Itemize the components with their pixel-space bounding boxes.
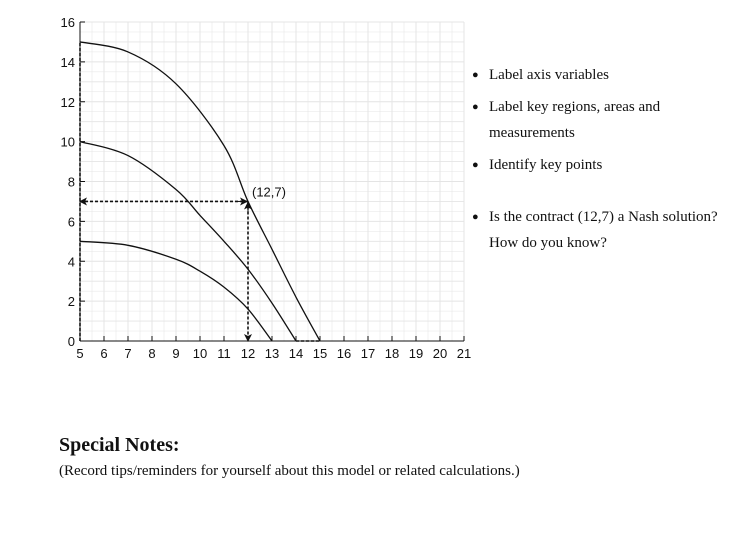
point-label-12-7: (12,7) xyxy=(252,184,286,200)
x-tick-label: 6 xyxy=(100,346,108,361)
y-tick-label: 2 xyxy=(67,294,75,310)
x-tick-label: 21 xyxy=(456,346,472,361)
x-tick-label: 11 xyxy=(217,346,231,361)
x-tick-label: 10 xyxy=(192,346,208,361)
y-tick-label: 8 xyxy=(67,174,75,190)
y-tick-label: 4 xyxy=(67,254,75,270)
bullet-key-regions: ● Label key regions, areas and measurements xyxy=(472,94,737,146)
x-tick-label: 13 xyxy=(264,346,280,361)
y-tick-label: 14 xyxy=(60,54,75,70)
x-tick-label: 15 xyxy=(312,346,328,361)
instruction-list xyxy=(472,62,737,256)
x-tick-label: 14 xyxy=(288,346,304,361)
x-tick-label: 8 xyxy=(148,346,156,361)
x-tick-label: 5 xyxy=(76,346,84,361)
y-tick-label: 0 xyxy=(67,334,75,349)
bullet-key-points: ● Identify key points xyxy=(472,152,737,178)
special-notes-body: (Record tips/reminders for yourself about this model or related calculations.) xyxy=(59,463,520,479)
x-tick-label: 19 xyxy=(408,346,424,361)
y-tick-label: 6 xyxy=(67,214,75,230)
x-tick-label: 20 xyxy=(432,346,448,361)
grid xyxy=(80,22,464,341)
bullet-nash-question: ● Is the contract (12,7) a Nash solution? How do you know? xyxy=(472,204,737,256)
y-tick-label: 16 xyxy=(60,15,75,30)
x-tick-label: 7 xyxy=(124,346,132,361)
x-tick-label: 18 xyxy=(384,346,400,361)
x-tick-label: 9 xyxy=(172,346,180,361)
x-tick-label: 16 xyxy=(336,346,352,361)
x-tick-label: 17 xyxy=(360,346,376,361)
x-tick-label: 12 xyxy=(240,346,256,361)
annotations xyxy=(252,184,286,199)
y-tick-label: 12 xyxy=(60,94,75,110)
special-notes-title: Special Notes: xyxy=(59,434,180,456)
y-tick-label: 10 xyxy=(60,134,75,150)
bullet-axis-variables: ● Label axis variables xyxy=(472,62,737,88)
